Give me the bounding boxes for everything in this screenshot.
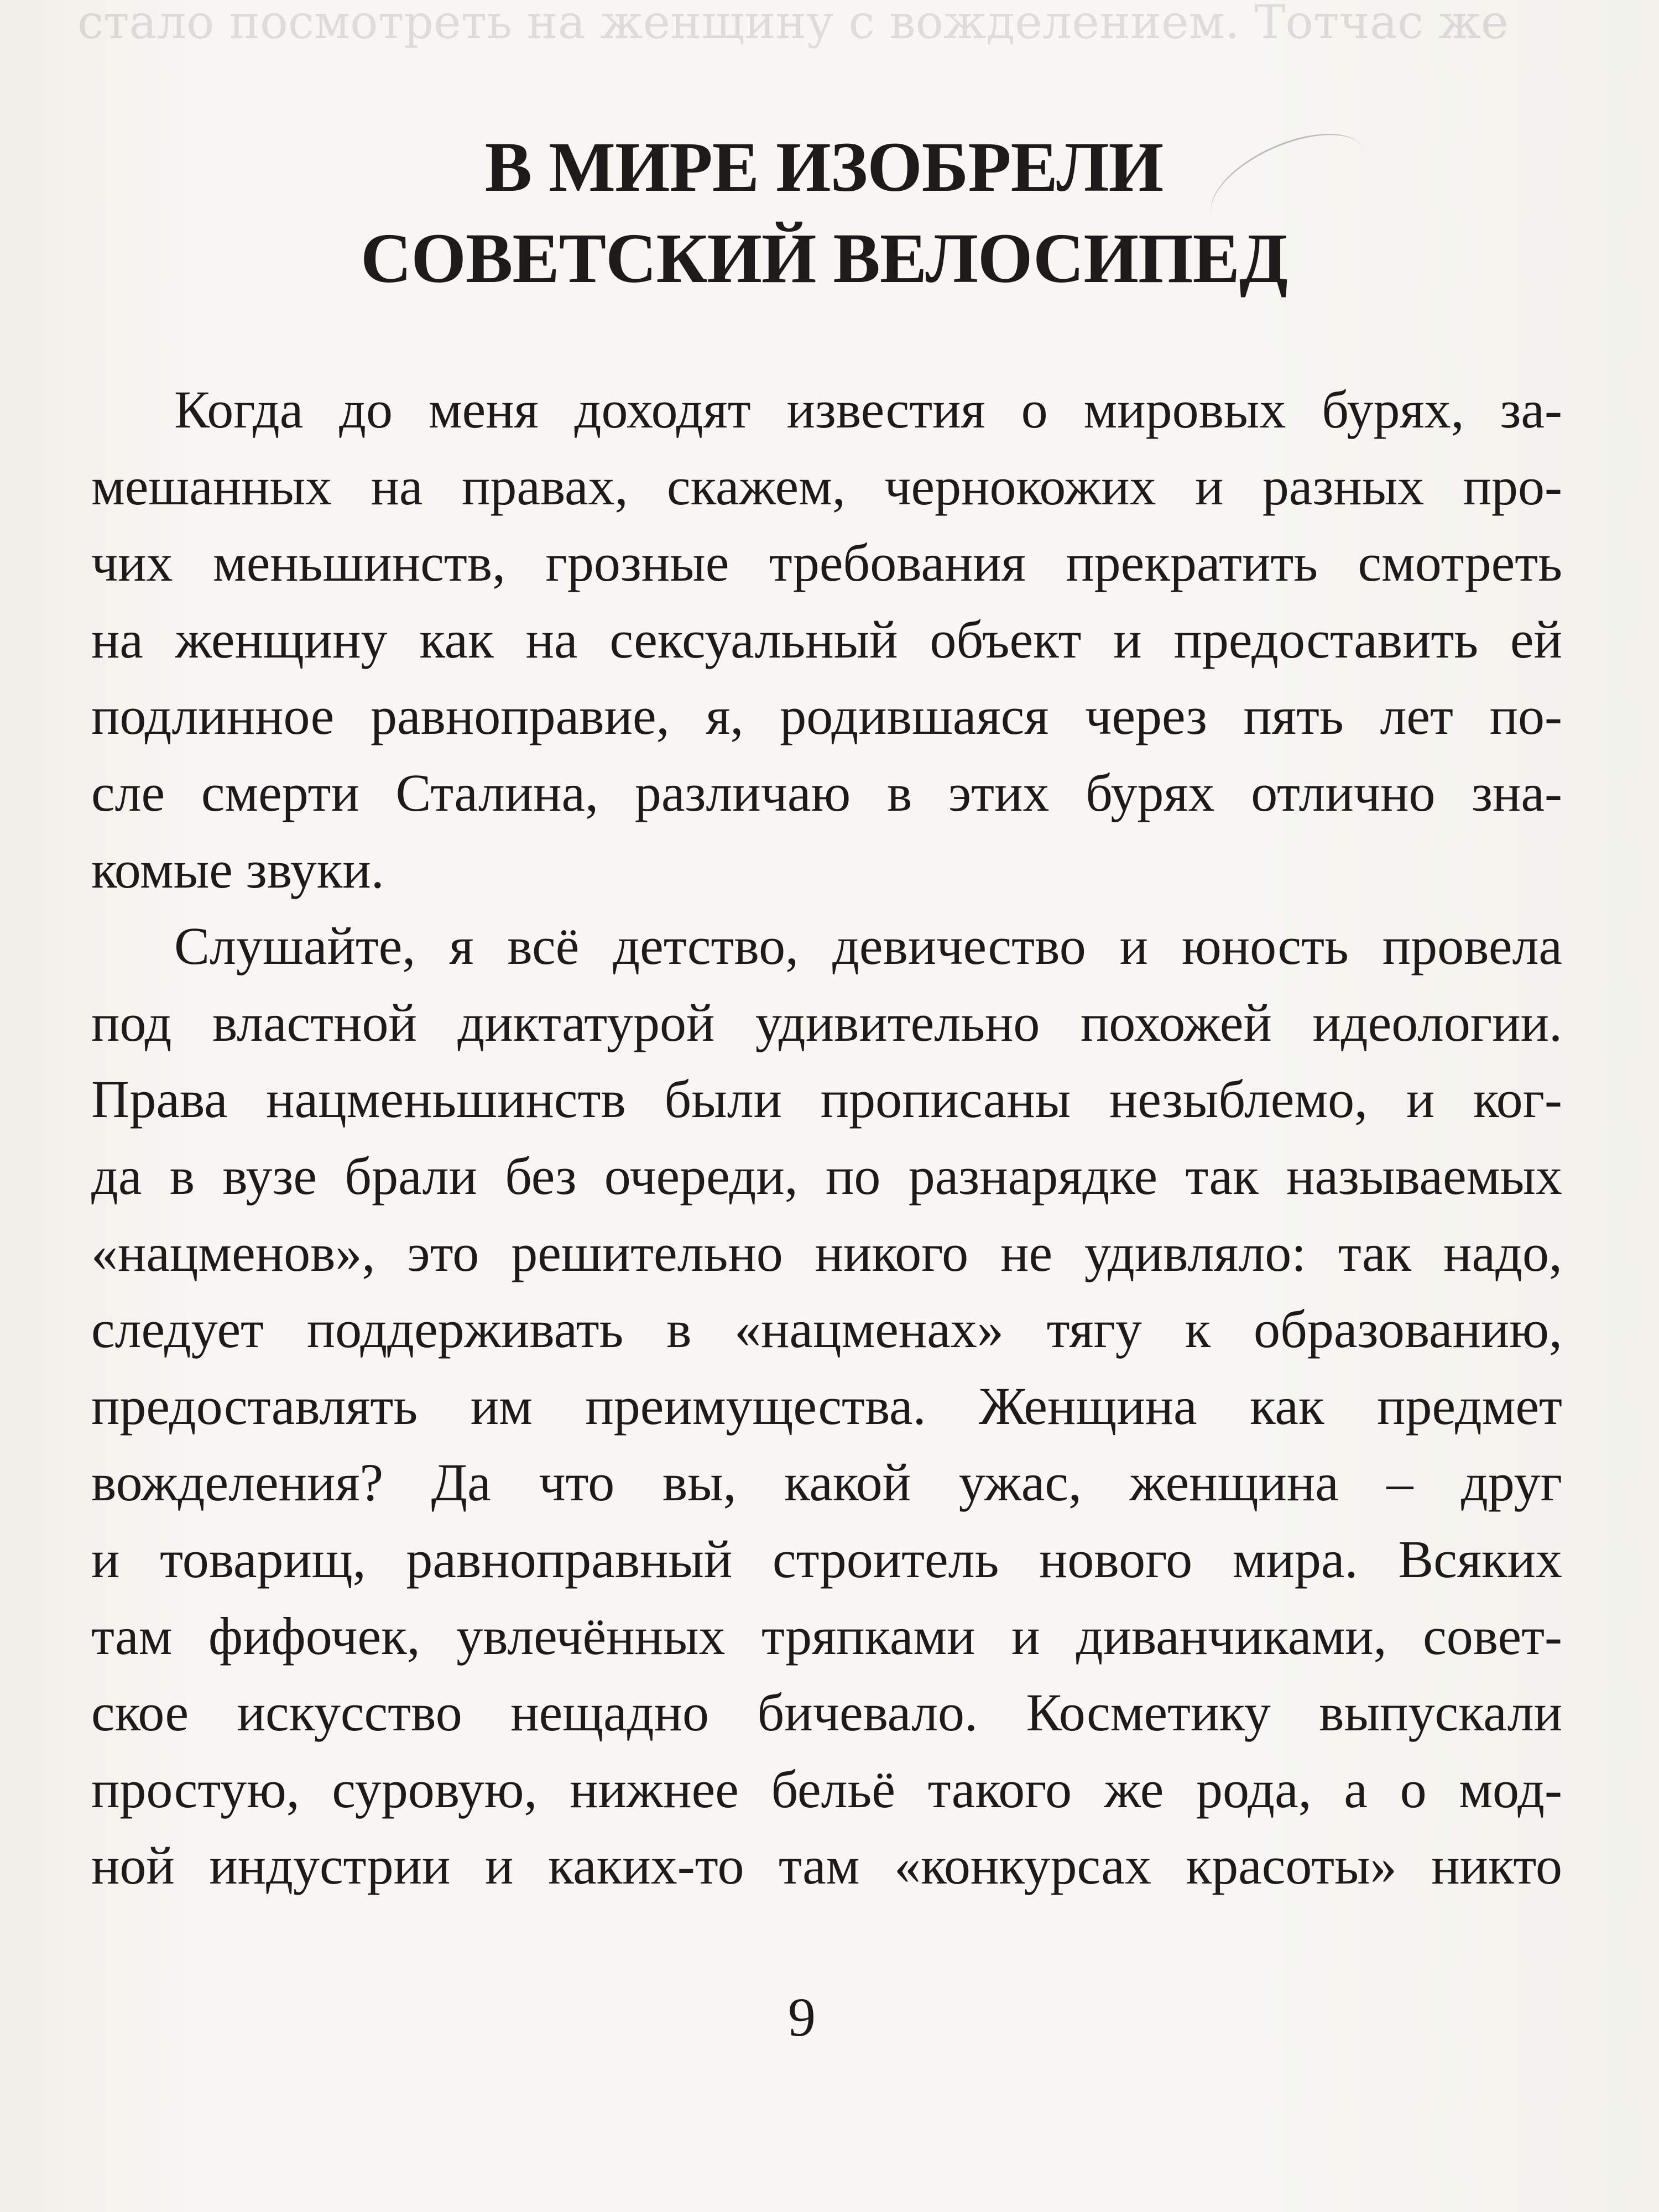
- text-line: Слушайте, я всё детство, девичество и юность провела: [174, 916, 1562, 976]
- body-text: [91, 372, 1562, 1905]
- text-line: подлинное равноправие, я, родившаяся через пять лет по-: [91, 686, 1562, 746]
- text-line: комые звуки.: [91, 839, 384, 899]
- chapter-title: [88, 122, 1559, 304]
- text-line: да в вузе брали без очереди, по разнарядке так называемых: [91, 1146, 1562, 1206]
- text-line: под властной диктатурой удивительно похожей идеологии.: [91, 993, 1562, 1052]
- text-line: чих меньшинств, грозные требования прекратить смотреть: [91, 533, 1562, 593]
- text-line: предоставлять им преимущества. Женщина как предмет: [91, 1376, 1562, 1436]
- chapter-title-line-1: В МИРЕ ИЗОБРЕЛИ: [484, 128, 1164, 206]
- text-line: вожделения? Да что вы, какой ужас, женщина – друг: [91, 1453, 1562, 1512]
- text-line: мешанных на правах, скажем, чернокожих и разных про-: [91, 456, 1562, 516]
- text-line: простую, суровую, нижнее бельё такого же рода, а о мод-: [91, 1759, 1562, 1819]
- text-line: «нацменов», это решительно никого не удивляло: так надо,: [91, 1223, 1562, 1282]
- text-line: на женщину как на сексуальный объект и предоставить ей: [91, 609, 1562, 669]
- text-line: и товарищ, равноправный строитель нового мира. Всяких: [91, 1529, 1562, 1589]
- text-line: Когда до меня доходят известия о мировых бурях, за-: [174, 380, 1562, 439]
- text-line: сле смерти Сталина, различаю в этих бурях отлично зна-: [91, 763, 1562, 822]
- text-line: следует поддерживать в «нацменах» тягу к образованию,: [91, 1300, 1562, 1359]
- page-number: 9: [788, 1986, 816, 2048]
- text-line: ское искусство нещадно бичевало. Косметику выпускали: [91, 1683, 1562, 1743]
- text-line: Права нацменьшинств были прописаны незыблемо, и ког-: [91, 1070, 1562, 1129]
- chapter-title-line-2: СОВЕТСКИЙ ВЕЛОСИПЕД: [360, 219, 1288, 298]
- text-line: там фифочек, увлечённых тряпками и диванчиками, совет-: [91, 1606, 1562, 1666]
- text-line: ной индустрии и каких-то там «конкурсах красоты» никто: [91, 1836, 1562, 1896]
- previous-line-fragment: стало посмотреть на женщину с вожделением. Тотчас же: [77, 0, 1509, 49]
